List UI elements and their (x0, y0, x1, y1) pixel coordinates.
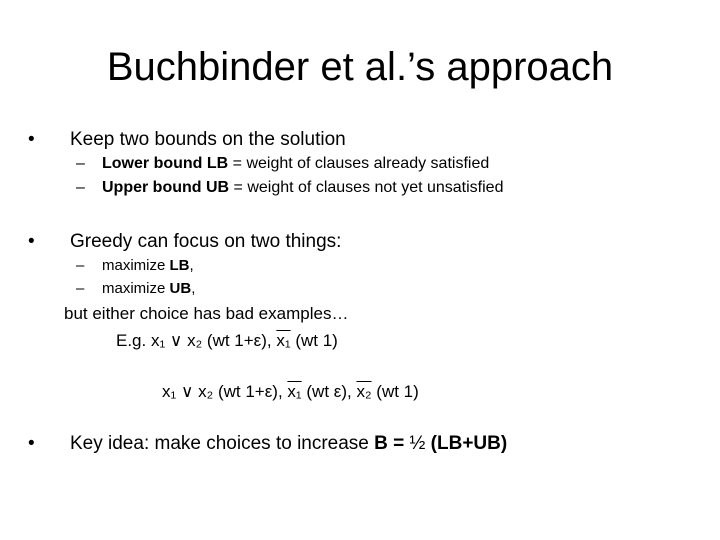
upper-bound-definition: = weight of clauses not yet unsatisfied (229, 179, 504, 196)
bullet-text: Keep two bounds on the solution (70, 129, 346, 150)
dash-marker: – (76, 155, 85, 172)
lower-bound-term: Lower bound LB (102, 155, 229, 172)
bullet-text: Greedy can focus on two things: (70, 231, 342, 252)
bad-examples-note: but either choice has bad examples… (64, 304, 349, 323)
one-half: ½ (409, 433, 426, 454)
sub-item-lower-bound (76, 154, 489, 174)
dash-marker: – (76, 257, 85, 274)
key-idea-text: Key idea: make choices to increase (70, 433, 375, 454)
bullet-greedy-focus (28, 230, 341, 254)
b-equals: B = (374, 433, 410, 454)
lower-bound-definition: = weight of clauses already satisfied (228, 155, 490, 172)
bullet-marker: • (28, 231, 35, 252)
example-2-weight: (wt 1) (371, 382, 419, 401)
sub-item-maximize-ub (76, 279, 195, 299)
bullet-marker: • (28, 129, 35, 150)
slide-title: Buchbinder et al.’s approach (106, 45, 614, 89)
ub-term: UB (169, 280, 192, 297)
negated-x2: x₂ (356, 382, 372, 401)
dash-marker: – (76, 280, 85, 297)
maximize-label: maximize (102, 280, 170, 297)
comma: , (189, 257, 194, 274)
upper-bound-term: Upper bound UB (102, 179, 230, 196)
negated-x1: x₁ (276, 331, 291, 350)
example-2-mid: (wt ε), (301, 382, 357, 401)
lb-plus-ub: (LB+UB) (425, 433, 508, 454)
dash-marker: – (76, 179, 85, 196)
lb-term: LB (169, 257, 190, 274)
bullet-marker: • (28, 433, 35, 454)
bullet-key-idea (28, 432, 507, 456)
example-1-weight: (wt 1) (290, 331, 338, 350)
example-1-clause: E.g. x₁ ∨ x₂ (wt 1+ε), (116, 331, 277, 350)
negated-x1: x₁ (287, 382, 302, 401)
comma: , (191, 280, 196, 297)
maximize-label: maximize (102, 257, 170, 274)
example-2-clause: x₁ ∨ x₂ (wt 1+ε), (162, 382, 288, 401)
bullet-keep-two-bounds (28, 128, 346, 152)
sub-item-maximize-lb (76, 256, 194, 276)
example-line-2 (162, 381, 419, 403)
sub-item-upper-bound (76, 178, 503, 198)
example-line-1 (116, 330, 338, 352)
